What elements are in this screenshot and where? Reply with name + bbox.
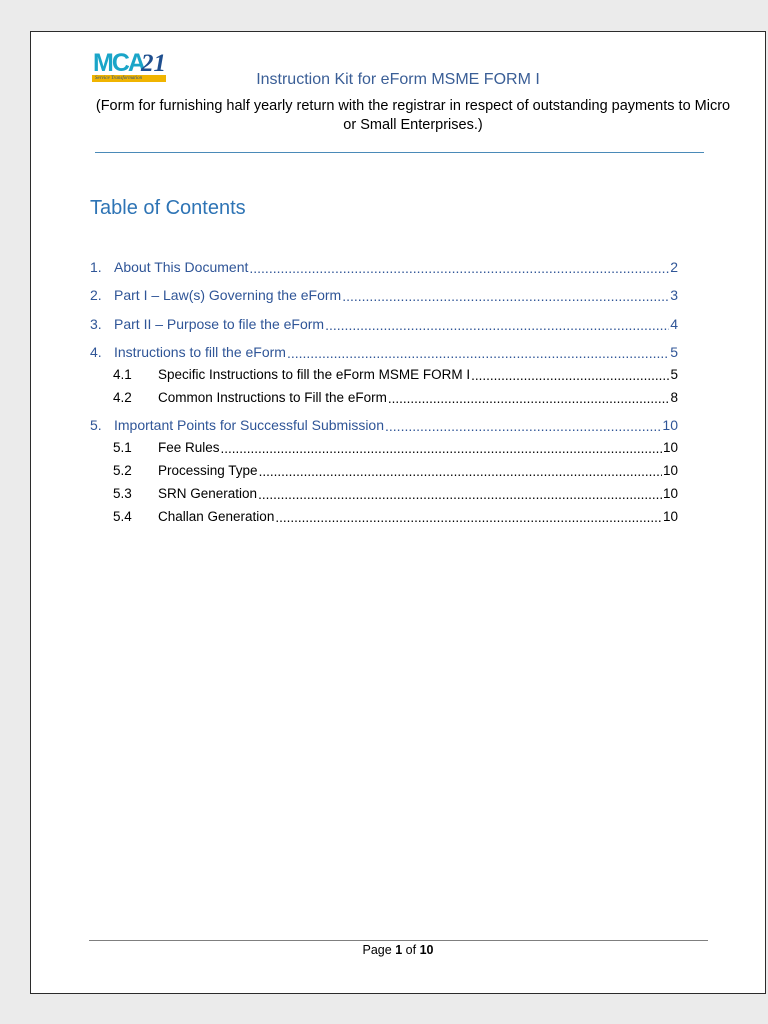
footer-total-pages: 10 (419, 943, 434, 957)
toc-entry-page: 8 (670, 390, 678, 405)
toc-entry-page: 10 (662, 417, 678, 433)
toc-entry-label: Important Points for Successful Submission (114, 417, 385, 433)
toc-entry-number: 4. (90, 344, 102, 360)
toc-entry-label: Instructions to fill the eForm (114, 344, 286, 360)
toc-subentry-specific-instructions[interactable] (113, 366, 678, 384)
logo-tagline: Service Transformation (95, 76, 143, 81)
toc-entry-page: 5 (670, 344, 678, 360)
toc-dot-leader (275, 509, 662, 527)
toc-entry-page: 10 (662, 486, 678, 501)
document-page (30, 31, 766, 994)
toc-entry-label: Processing Type (158, 463, 258, 478)
toc-entry-number: 4.1 (113, 367, 132, 382)
toc-entry-page: 10 (662, 509, 678, 524)
toc-dot-leader (287, 344, 669, 362)
toc-entry-label: Fee Rules (158, 440, 220, 455)
toc-dot-leader (259, 463, 662, 481)
footer-current-page: 1 (395, 943, 403, 957)
toc-entry-number: 2. (90, 287, 102, 303)
toc-entry-page: 3 (670, 287, 678, 303)
svg-text:MCA: MCA (93, 49, 144, 75)
toc-entry-page: 5 (670, 367, 678, 382)
toc-entry-label: Part I – Law(s) Governing the eForm (114, 287, 342, 303)
footer-page-label: Page (362, 943, 392, 957)
toc-entry-number: 5.3 (113, 486, 132, 501)
document-title: Instruction Kit for eForm MSME FORM I (256, 71, 540, 88)
toc-entry-important-points[interactable] (90, 416, 678, 434)
toc-heading: Table of Contents (90, 197, 246, 219)
toc-dot-leader (388, 390, 670, 408)
toc-entry-number: 5.1 (113, 440, 132, 455)
toc-entry-page: 10 (662, 440, 678, 455)
toc-entry-page: 2 (670, 259, 678, 275)
page-number-footer (31, 943, 765, 957)
toc-entry-number: 4.2 (113, 390, 132, 405)
svg-text:21: 21 (141, 50, 166, 75)
toc-dot-leader (385, 417, 661, 435)
toc-entry-number: 5.4 (113, 509, 132, 524)
toc-subentry-common-instructions[interactable] (113, 389, 678, 407)
toc-entry-label: Part II – Purpose to file the eForm (114, 316, 325, 332)
document-subtitle: (Form for furnishing half yearly return with the registrar in respect of outstanding payments to Micro or Small Enterprises.) (95, 98, 731, 133)
toc-subentry-fee-rules[interactable] (113, 439, 678, 457)
toc-dot-leader (249, 259, 669, 277)
footer-of-label: of (405, 943, 417, 957)
toc-entry-label: Challan Generation (158, 509, 275, 524)
toc-entry-label: About This Document (114, 259, 249, 275)
title-divider (95, 152, 704, 153)
toc-entry-number: 5.2 (113, 463, 132, 478)
toc-dot-leader (342, 287, 669, 305)
toc-dot-leader (325, 316, 669, 334)
toc-entry-label: Common Instructions to Fill the eForm (158, 390, 387, 405)
toc-entry-number: 3. (90, 316, 102, 332)
toc-subentry-challan-generation[interactable] (113, 508, 678, 526)
toc-dot-leader (258, 486, 662, 504)
toc-entry-page: 10 (662, 463, 678, 478)
toc-entry-instructions[interactable] (90, 343, 678, 361)
toc-entry-number: 5. (90, 417, 102, 433)
footer-divider (89, 940, 708, 941)
toc-dot-leader (471, 367, 669, 385)
toc-entry-about[interactable] (90, 258, 678, 276)
toc-entry-label: Specific Instructions to fill the eForm MSME FORM I (158, 367, 471, 382)
toc-subentry-srn-generation[interactable] (113, 485, 678, 503)
toc-entry-label: SRN Generation (158, 486, 258, 501)
toc-dot-leader (221, 440, 662, 458)
toc-entry-part-1[interactable] (90, 286, 678, 304)
toc-entry-page: 4 (670, 316, 678, 332)
toc-entry-part-2[interactable] (90, 315, 678, 333)
toc-entry-number: 1. (90, 259, 102, 275)
toc-subentry-processing-type[interactable] (113, 462, 678, 480)
